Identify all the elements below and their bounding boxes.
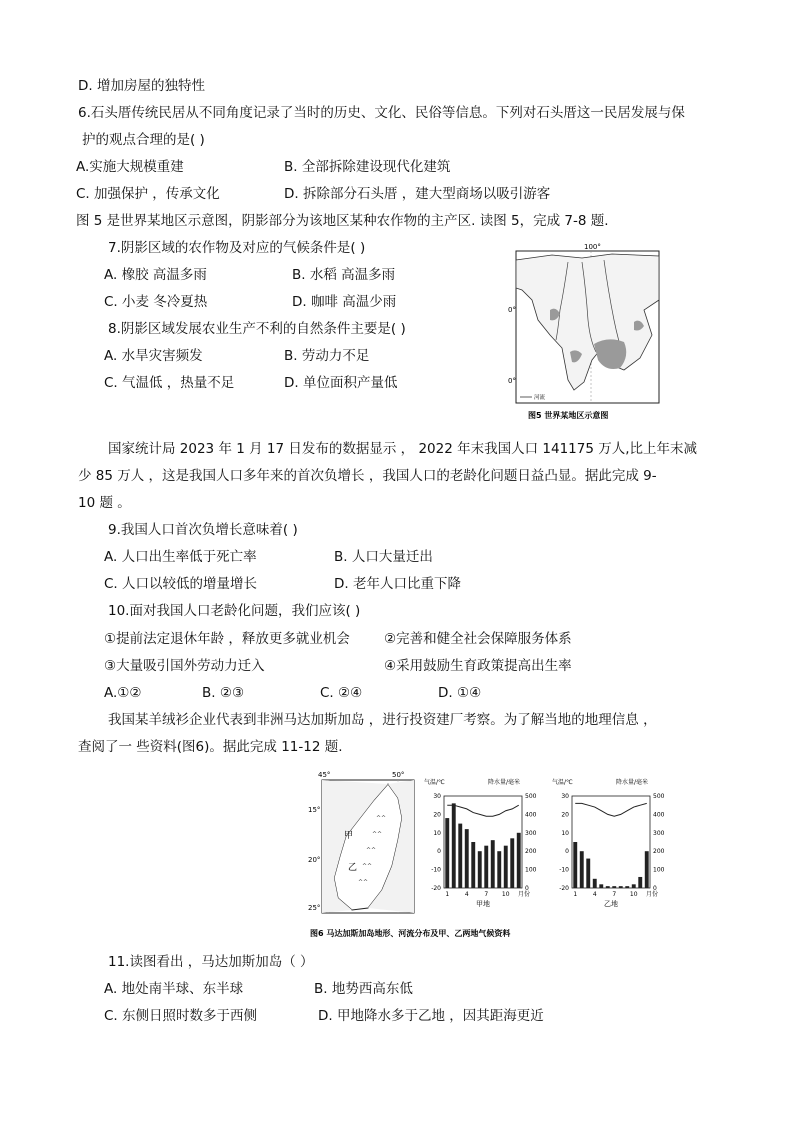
q7-option-c: C. 小麦 冬冷夏热 bbox=[104, 294, 208, 310]
temp-tick-label: -10 bbox=[559, 866, 569, 874]
q10-item-2: ②完善和健全社会保障服务体系 bbox=[384, 631, 572, 647]
figure-5-map bbox=[508, 240, 667, 422]
temp-tick-label: 20 bbox=[561, 811, 569, 819]
fig6-madagascar-map bbox=[308, 771, 414, 913]
q11-option-b: B. 地势西高东低 bbox=[314, 981, 413, 997]
month-unit-label: 月份 bbox=[646, 891, 659, 898]
q8-stem: 8.阴影区域发展农业生产不利的自然条件主要是( ) bbox=[108, 321, 406, 337]
q6-stem-line2: 护的观点合理的是( ) bbox=[82, 132, 205, 148]
intro-9-10-line2: 少 85 万人 ，这是我国人口多年来的首次负增长 ，我国人口的老龄化问题日益凸显。据此完成 9- bbox=[78, 468, 657, 484]
precip-bar bbox=[632, 884, 636, 888]
temp-axis-label: 气温/℃ bbox=[552, 779, 573, 786]
q6-option-a: A.实施大规模重建 bbox=[76, 159, 184, 175]
precip-bar bbox=[619, 886, 623, 888]
chart-name: 乙地 bbox=[604, 900, 618, 908]
temp-tick-label: 10 bbox=[433, 829, 441, 837]
precip-bar bbox=[586, 859, 590, 888]
fig6-climate-chart-yi bbox=[552, 778, 665, 908]
svg-text:^^: ^^ bbox=[366, 847, 377, 854]
precip-bar bbox=[638, 877, 642, 888]
precip-bar bbox=[445, 818, 449, 888]
precip-bar bbox=[599, 884, 603, 888]
fig5-caption: 图5 世界某地区示意图 bbox=[528, 411, 609, 420]
q9-option-b: B. 人口大量迁出 bbox=[334, 549, 433, 565]
q9-option-d: D. 老年人口比重下降 bbox=[334, 576, 461, 592]
fig6-map-lon-2: 50° bbox=[392, 771, 405, 779]
q7-option-b: B. 水稻 高温多雨 bbox=[292, 267, 396, 283]
fig5-lon-label: 100° bbox=[584, 243, 601, 251]
fig6-climate-chart-jia bbox=[424, 778, 537, 908]
intro-9-10-line1: 国家统计局 2023 年 1 月 17 日发布的数据显示 ， 2022 年末我国人口 141175 万人,比上年末减 bbox=[108, 441, 698, 457]
temp-tick-label: -10 bbox=[431, 866, 441, 874]
precip-tick-label: 400 bbox=[653, 811, 665, 819]
intro-11-12-line2: 查阅了一 些资料(图6)。据此完成 11-12 题. bbox=[78, 739, 343, 755]
precip-bar bbox=[478, 851, 482, 888]
precip-bar bbox=[504, 846, 508, 888]
temp-tick-label: 20 bbox=[433, 811, 441, 819]
precip-bar bbox=[573, 842, 577, 888]
precip-bar bbox=[593, 879, 597, 888]
precip-bar bbox=[606, 886, 610, 888]
temp-tick-label: -20 bbox=[559, 885, 569, 892]
month-tick-label: 7 bbox=[612, 891, 617, 898]
q10-option-c: C. ②④ bbox=[320, 685, 363, 701]
precip-axis-label: 降水量/毫米 bbox=[488, 779, 521, 786]
precip-bar bbox=[510, 838, 514, 888]
q10-option-d: D. ①④ bbox=[438, 685, 482, 701]
q10-option-b: B. ②③ bbox=[202, 685, 245, 701]
q8-option-c: C. 气温低 ，热量不足 bbox=[104, 375, 235, 391]
q5-option-d: D. 增加房屋的独特性 bbox=[78, 78, 205, 94]
precip-tick-label: 0 bbox=[653, 885, 657, 892]
month-tick-label: 1 bbox=[445, 891, 450, 898]
fig5-lat-label-2: 0° bbox=[508, 377, 516, 385]
chart-name: 甲地 bbox=[476, 900, 490, 908]
svg-text:^^: ^^ bbox=[372, 831, 383, 838]
precip-tick-label: 300 bbox=[653, 829, 665, 837]
intro-9-10-line3: 10 题 。 bbox=[78, 495, 131, 511]
q11-option-d: D. 甲地降水多于乙地 ，因其距海更近 bbox=[318, 1008, 544, 1024]
precip-tick-label: 500 bbox=[653, 793, 665, 800]
q11-option-c: C. 东侧日照时数多于西侧 bbox=[104, 1008, 258, 1024]
precip-tick-label: 0 bbox=[525, 885, 529, 892]
q11-option-a: A. 地处南半球、东半球 bbox=[104, 981, 244, 997]
q7-option-a: A. 橡胶 高温多雨 bbox=[104, 267, 207, 283]
fig6-map-lat-1: 15° bbox=[308, 806, 321, 814]
q10-option-a: A.①② bbox=[104, 685, 142, 701]
precip-bar bbox=[471, 842, 475, 888]
precip-tick-label: 500 bbox=[525, 793, 537, 800]
q8-option-b: B. 劳动力不足 bbox=[284, 348, 370, 364]
svg-text:^^: ^^ bbox=[358, 879, 369, 886]
q9-stem: 9.我国人口首次负增长意味着( ) bbox=[108, 522, 298, 538]
figure-6 bbox=[306, 770, 680, 942]
precip-bar bbox=[491, 840, 495, 888]
fig5-legend-river: 河流 bbox=[534, 395, 546, 401]
q9-option-a: A. 人口出生率低于死亡率 bbox=[104, 549, 257, 565]
q6-option-b: B. 全部拆除建设现代化建筑 bbox=[284, 159, 451, 175]
temp-tick-label: 30 bbox=[433, 793, 441, 800]
precip-tick-label: 100 bbox=[653, 866, 665, 874]
month-tick-label: 4 bbox=[592, 891, 597, 898]
q9-option-c: C. 人口以较低的增量增长 bbox=[104, 576, 258, 592]
q6-stem-line1: 6.石头厝传统民居从不同角度记录了当时的历史、文化、民俗等信息。下列对石头厝这一民居发展与保 bbox=[78, 105, 685, 121]
q7-option-d: D. 咖啡 高温少雨 bbox=[292, 294, 397, 310]
precip-bar bbox=[458, 824, 462, 888]
temp-tick-label: -20 bbox=[431, 885, 441, 892]
precip-bar bbox=[452, 803, 456, 888]
q10-item-4: ④采用鼓励生育政策提高出生率 bbox=[384, 658, 572, 674]
fig5-lat-label-1: 0° bbox=[508, 306, 516, 314]
precip-bar bbox=[645, 851, 649, 888]
plot-frame bbox=[572, 796, 650, 888]
precip-bar bbox=[497, 851, 501, 888]
q11-stem: 11.读图看出 ，马达加斯加岛（ ） bbox=[108, 954, 314, 970]
fig6-map-lon-1: 45° bbox=[318, 771, 331, 779]
fig6-map-lat-2: 20° bbox=[308, 856, 321, 864]
precip-tick-label: 400 bbox=[525, 811, 537, 819]
month-tick-label: 7 bbox=[484, 891, 489, 898]
precip-bar bbox=[612, 886, 616, 888]
precip-tick-label: 200 bbox=[653, 848, 665, 856]
month-unit-label: 月份 bbox=[518, 891, 531, 898]
month-tick-label: 10 bbox=[501, 891, 510, 898]
q7-stem: 7.阴影区域的农作物及对应的气候条件是( ) bbox=[108, 240, 366, 256]
month-tick-label: 1 bbox=[573, 891, 578, 898]
precip-bar bbox=[465, 829, 469, 888]
precip-tick-label: 100 bbox=[525, 866, 537, 874]
q8-option-a: A. 水旱灾害频发 bbox=[104, 348, 203, 364]
q10-item-1: ①提前法定退休年龄 ，释放更多就业机会 bbox=[104, 631, 350, 647]
temp-line bbox=[447, 805, 519, 816]
precip-bar bbox=[517, 833, 521, 888]
precip-axis-label: 降水量/毫米 bbox=[616, 779, 649, 786]
intro-questions-7-8: 图 5 是世界某地区示意图，阴影部分为该地区某种农作物的主产区. 读图 5，完成 7-8 题. bbox=[76, 213, 609, 229]
temp-tick-label: 30 bbox=[561, 793, 569, 800]
fig6-map-lat-3: 25° bbox=[308, 904, 321, 912]
intro-11-12-line1: 我国某羊绒衫企业代表到非洲马达加斯加岛 ，进行投资建厂考察。为了解当地的地理信息 ， bbox=[108, 712, 657, 728]
temp-line bbox=[575, 803, 647, 816]
q8-option-d: D. 单位面积产量低 bbox=[284, 375, 398, 391]
precip-bar bbox=[580, 851, 584, 888]
q6-option-d: D. 拆除部分石头厝 ，建大型商场以吸引游客 bbox=[284, 186, 551, 202]
month-tick-label: 4 bbox=[464, 891, 469, 898]
fig6-map-label-yi: 乙 bbox=[348, 863, 358, 873]
fig6-caption: 图6 马达加斯加岛地形、河流分布及甲、乙两地气候资料 bbox=[310, 929, 511, 938]
month-tick-label: 10 bbox=[629, 891, 638, 898]
temp-tick-label: 10 bbox=[561, 829, 569, 837]
fig6-map-label-jia: 甲 bbox=[344, 831, 354, 841]
svg-text:^^: ^^ bbox=[362, 863, 373, 870]
precip-bar bbox=[625, 886, 629, 888]
precip-tick-label: 300 bbox=[525, 829, 537, 837]
q10-item-3: ③大量吸引国外劳动力迁入 bbox=[104, 658, 265, 674]
q6-option-c: C. 加强保护 ，传承文化 bbox=[76, 186, 220, 202]
temp-tick-label: 0 bbox=[565, 848, 569, 856]
temp-tick-label: 0 bbox=[437, 848, 441, 856]
svg-text:^^: ^^ bbox=[376, 815, 387, 822]
q10-stem: 10.面对我国人口老龄化问题，我们应该( ) bbox=[108, 603, 361, 619]
precip-tick-label: 200 bbox=[525, 848, 537, 856]
precip-bar bbox=[484, 846, 488, 888]
temp-axis-label: 气温/℃ bbox=[424, 779, 445, 786]
